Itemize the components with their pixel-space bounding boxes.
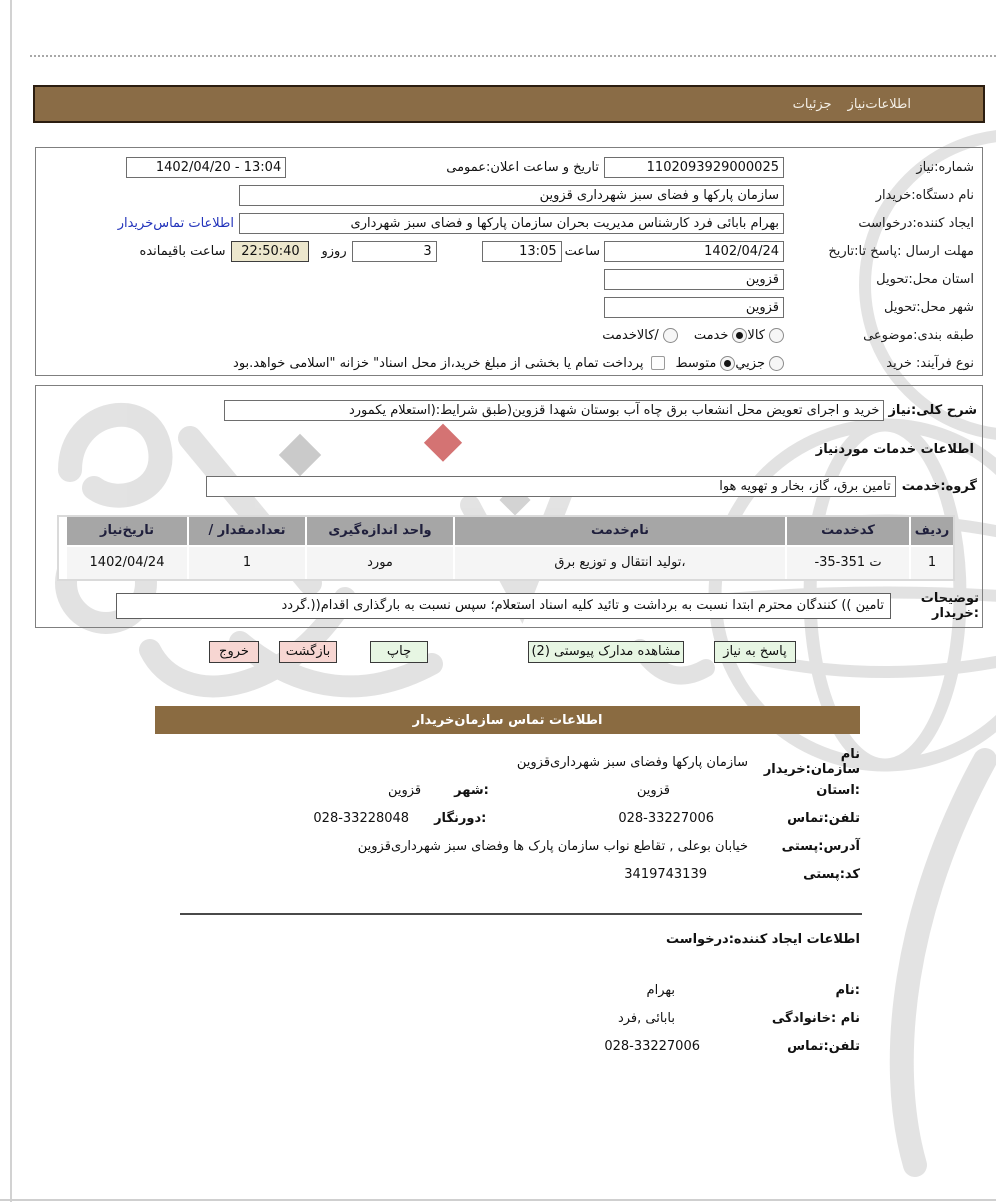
- need-number-row: [36, 153, 982, 181]
- radio-goods-service-label: /کالاخدمت: [602, 327, 659, 343]
- treasury-payment-label: پرداخت تمام یا بخشی از مبلغ خرید،از محل اسناد" خزانه "اسلامی خواهد.بود: [233, 355, 644, 371]
- radio-medium-label: متوسط: [675, 355, 717, 371]
- remaining-hours-label: ساعت باقیمانده: [139, 243, 226, 259]
- fax-label: :دورنگار: [434, 810, 487, 826]
- postal-address-label: آدرس:پستی: [781, 838, 860, 854]
- buyer-notes-field[interactable]: تامین )) کنندگان محترم ابتدا نسبت به برداشت و تائید کلیه اسناد استعلام؛ سپس نسبت به بارگذاری اقدام((.گردد: [116, 593, 891, 619]
- buyer-notes-row: [36, 591, 982, 621]
- org-name-label: نام سازمان:خریدار: [763, 747, 860, 777]
- process-type-row: [36, 349, 982, 377]
- service-row: [59, 545, 953, 579]
- service-group-row: [36, 471, 982, 501]
- subject-category-row: [36, 321, 982, 349]
- buyer-contact-details: [148, 748, 860, 888]
- treasury-payment-checkbox[interactable]: [651, 356, 665, 370]
- radio-medium[interactable]: [720, 356, 735, 371]
- buyer-contact-header: اطلاعات تماس سازمان‌خریدار: [155, 706, 860, 734]
- cell-unit: مورد: [307, 547, 453, 579]
- col-row-number: ردیف: [911, 517, 953, 545]
- need-number-label: شماره:نیاز: [916, 159, 974, 175]
- fax-value: 028-33228048: [313, 810, 410, 826]
- last-name-row: [148, 1004, 860, 1032]
- service-group-field[interactable]: تامین برق، گاز، بخار و تهویه هوا: [206, 476, 896, 497]
- radio-goods[interactable]: [769, 328, 784, 343]
- contact-phone-label: تلفن:تماس: [787, 810, 860, 826]
- cell-need-date: 1402/04/24: [67, 547, 187, 579]
- province-label: :استان: [816, 782, 860, 798]
- org-name-value: سازمان پارکها وفضای سبز شهرداری‌قزوین: [516, 754, 748, 770]
- exit-button[interactable]: خروج: [209, 641, 259, 663]
- announce-datetime-field[interactable]: 1402/04/20 - 13:04: [126, 157, 286, 178]
- delivery-city-label: شهر محل:تحویل: [884, 299, 974, 315]
- col-need-date: تاریخ‌نیاز: [67, 517, 187, 545]
- request-creator-field[interactable]: بهرام بابائی فرد کارشناس مدیریت بحران سازمان پارکها و فضای سبز شهرداری: [239, 213, 784, 234]
- buyer-org-label: نام دستگاه:خریدار: [875, 187, 974, 203]
- radio-goods-service[interactable]: [663, 328, 678, 343]
- delivery-city-row: [36, 293, 982, 321]
- services-table: [57, 515, 955, 581]
- creator-phone-value: 028-33227006: [604, 1038, 700, 1054]
- view-attachments-button[interactable]: مشاهده مدارک پیوستی (2): [528, 641, 684, 663]
- contact-phone-value: 028-33227006: [618, 810, 714, 826]
- deadline-date-field[interactable]: 1402/04/24: [604, 241, 784, 262]
- print-button[interactable]: چاپ: [370, 641, 428, 663]
- province-value: قزوین: [636, 782, 670, 798]
- request-creator-heading: اطلاعات ایجاد کننده:درخواست: [666, 932, 860, 947]
- postal-address-value: خیابان بوعلی , تقاطع نواب سازمان پارک ها وفضای سبز شهرداری‌قزوین: [357, 838, 748, 854]
- buyer-org-field[interactable]: سازمان پارکها و فضای سبز شهرداری قزوین: [239, 185, 784, 206]
- delivery-province-row: [36, 265, 982, 293]
- col-service-name: نام‌خدمت: [455, 517, 785, 545]
- delivery-province-field[interactable]: قزوین: [604, 269, 784, 290]
- tab-need-info[interactable]: اطلاعات‌نیاز: [847, 96, 911, 112]
- need-summary-panel: [35, 147, 983, 376]
- creator-phone-row: [148, 1032, 860, 1060]
- city-value: قزوین: [387, 782, 422, 798]
- postal-code-value: 3419743139: [624, 866, 707, 882]
- deadline-label: مهلت ارسال :پاسخ تا:تاریخ: [828, 243, 974, 259]
- cell-service-name: ،تولید انتقال و توزیع برق: [455, 547, 785, 579]
- first-name-row: [148, 976, 860, 1004]
- col-quantity: / تعدادمقدار: [189, 517, 305, 545]
- remaining-time-field: 22:50:40: [231, 241, 309, 262]
- radio-minor-label: جزیي: [735, 355, 765, 371]
- need-description-label: شرح کلی:نیاز: [888, 402, 977, 418]
- request-creator-row: [36, 209, 982, 237]
- need-description-field[interactable]: خرید و اجرای تعویض محل انشعاب برق چاه آب بوستان شهدا قزوین(طبق شرایط:(استعلام یکمورد: [224, 400, 884, 421]
- creator-phone-label: تلفن:تماس: [787, 1038, 860, 1054]
- section-divider: [180, 913, 862, 915]
- buyer-notes-label: توضیحات :خریدار: [920, 591, 979, 621]
- cell-row-number: 1: [911, 547, 953, 579]
- subject-category-label: طبقه بندی:موضوعی: [863, 327, 974, 343]
- need-number-field[interactable]: 1102093929000025: [604, 157, 784, 178]
- need-description-row: [36, 395, 982, 425]
- request-creator-label: ایجاد کننده:درخواست: [858, 215, 974, 231]
- cell-service-code: -35-351 ت: [787, 547, 909, 579]
- back-button[interactable]: بازگشت: [279, 641, 337, 663]
- radio-service[interactable]: [732, 328, 747, 343]
- deadline-hour-label: ساعت: [564, 243, 600, 259]
- first-name-label: :نام: [835, 982, 860, 998]
- cell-quantity: 1: [189, 547, 305, 579]
- action-buttons: [13, 641, 961, 663]
- last-name-value: بابائی ,فرد: [617, 1010, 675, 1026]
- tab-details[interactable]: جزئیات: [792, 96, 832, 112]
- remaining-days-field[interactable]: 3: [352, 241, 437, 262]
- city-label: :شهر: [454, 782, 489, 798]
- buyer-contact-link[interactable]: اطلاعات تماس‌خریدار: [117, 215, 234, 231]
- org-name-row: [148, 748, 860, 776]
- tab-bar: [33, 85, 985, 123]
- phone-fax-row: [148, 804, 860, 832]
- col-unit: واحد اندازه‌گیری: [307, 517, 453, 545]
- postal-address-row: [148, 832, 860, 860]
- radio-service-label: خدمت: [693, 327, 729, 343]
- col-service-code: کدخدمت: [787, 517, 909, 545]
- days-label: روزو: [321, 243, 347, 259]
- request-creator-details: [148, 932, 860, 1060]
- first-name-value: بهرام: [646, 982, 675, 998]
- deadline-time-field[interactable]: 13:05: [482, 241, 562, 262]
- deadline-row: [36, 237, 982, 265]
- radio-goods-label: کالا: [747, 327, 765, 343]
- services-table-header: [59, 517, 953, 545]
- last-name-label: نام :خانوادگی: [771, 1010, 860, 1026]
- postal-code-label: کد:پستی: [803, 866, 860, 882]
- service-group-label: گروه:خدمت: [901, 478, 977, 494]
- need-detail-panel: [35, 385, 983, 628]
- province-city-row: [148, 776, 860, 804]
- services-heading: اطلاعات خدمات موردنیاز: [815, 442, 974, 457]
- delivery-city-field[interactable]: قزوین: [604, 297, 784, 318]
- process-type-label: نوع فرآیند: خرید: [886, 355, 974, 371]
- radio-minor[interactable]: [769, 356, 784, 371]
- buyer-org-row: [36, 181, 982, 209]
- postal-code-row: [148, 860, 860, 888]
- respond-button[interactable]: پاسخ به نیاز: [714, 641, 796, 663]
- announce-datetime-label: تاریخ و ساعت اعلان:عمومی: [446, 159, 599, 175]
- delivery-province-label: استان محل:تحویل: [876, 271, 974, 287]
